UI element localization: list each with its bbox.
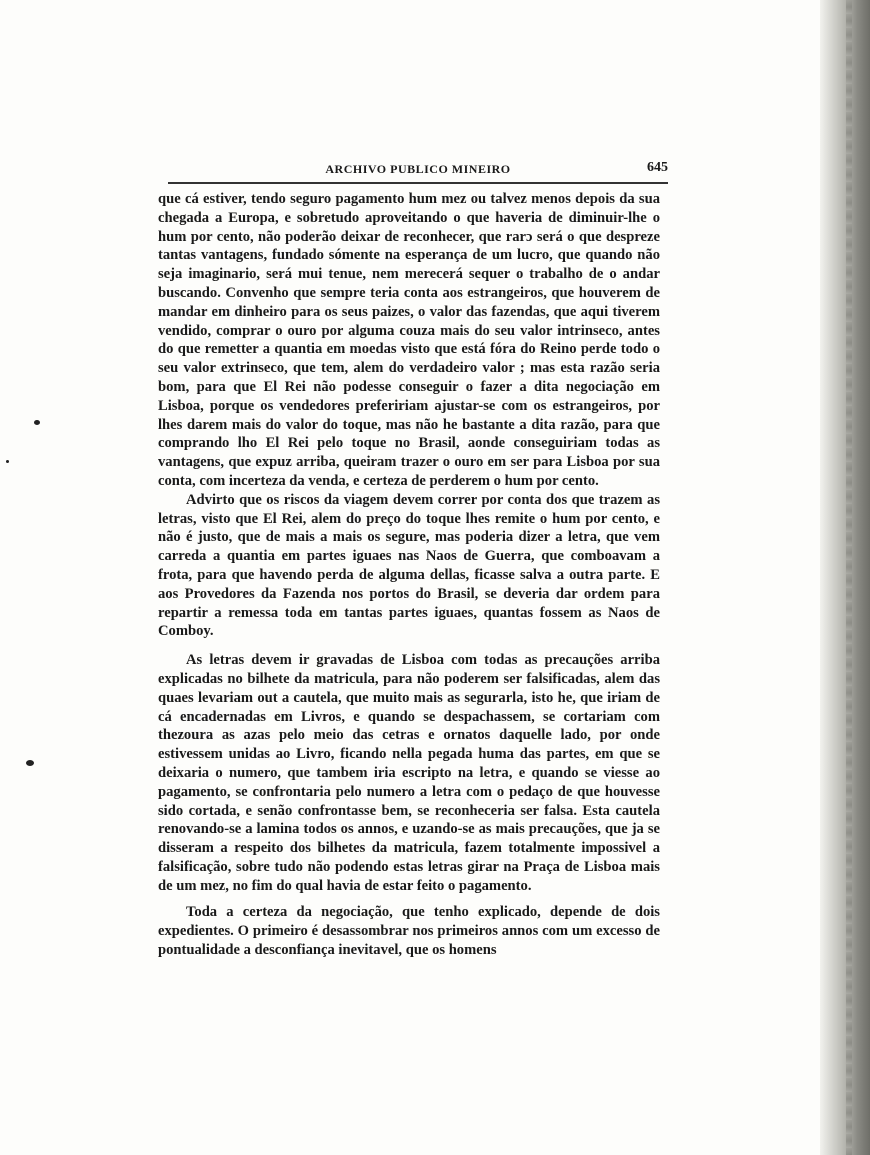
binding-stripe [846, 0, 852, 1155]
paragraph: que cá estiver, tendo seguro pagamento hum mez ou talvez menos depois da sua chegada a Europa, e sobretudo aproveitando o que haveria de diminuir-lhe o hum por cento, não poderão deixar de reconhecer, que rarɔ será o que despreze tantas vantagens, fundado sómente na esperança de um lucro, que quando não seja imaginario, será mui tenue, nem merecerá sequer o trabalho de o andar buscando. Convenho que sempre teria conta aos estrangeiros, que houverem de mandar em dinheiro para os seus paizes, o valor das fazendas, que aqui tiverem vendido, comprar o ouro por alguma couza mais do seu valor intrinseco, antes do que remetter a quantia em moedas visto que está fóra do Reino perde todo o seu valor extrinseco, que tem, alem do verdadeiro valor ; mas esta razão seria bom, para que El Rei não podesse conseguir o fazer a dita negociação em Lisboa, porque os vendedores prefeririam ajustar-se com os estrangeiros, por lhes darem mais do valor do toque, mas não he bastante a dita razão, para que comprando lho El Rei pelo toque no Brasil, aonde conseguiriam todas as vantagens, que expuz arriba, queiram trazer o ouro em ser para Lisboa por sua conta, com incerteza da venda, e certeza de perderem o hum por cento. [158, 191, 660, 489]
margin-mark [26, 760, 34, 766]
body-text [158, 190, 660, 960]
page-number: 645 [647, 160, 668, 175]
paragraph: As letras devem ir gravadas de Lisboa com todas as precauções arriba explicadas no bilhete da matricula, para não poderem ser falsificadas, alem das quaes levariam out a cautela, que muito mais as segurarla, isto he, que iriam de cá encadernadas em Livros, e quando se despachassem, se cortariam com thezoura as azas pelo meio das cetras e ornatos daquelle lado, por onde estivessem unidas ao Livro, ficando nella pegada huma das partes, em que se deixaria o numero, que tambem iria escripto na letra, e quando se viesse ao pagamento, se confrontaria pelo numero a letra com o pedaço de que houvesse sido cortada, e senão confrontasse bem, se reconheceria ser falsa. Esta cautela renovando-se a lamina todos os annos, e uzando-se as mais precauções, que ja se disseram a respeito dos bilhetes da matricula, fazem totalmente impossivel a falsificação, sobre tudo não podendo estas letras girar na Praça de Lisboa mais de um mez, no fim do qual havia de estar feito o pagamento. [158, 652, 660, 894]
running-title: ARCHIVO PUBLICO MINEIRO [325, 162, 511, 176]
paragraph: Advirto que os riscos da viagem devem correr por conta dos que trazem as letras, visto que El Rei, alem do preço do toque lhes remite o hum por cento, e não é justo, que de mais a mais os segure, mas poderia dizer a letra, que vem carreda a quantia em partes iguaes nas Naos de Guerra, que comboavam a frota, para que havendo perda de alguma dellas, ficasse salva a outra parte. E aos Provedores da Fazenda nos portos do Brasil, se deveria dar ordem para repartir a remessa toda em tantas partes iguaes, quantas fossem as Naos de Comboy. [158, 491, 660, 640]
paragraph: Toda a certeza da negociação, que tenho explicado, depende de dois expedientes. O primeiro é desassombrar nos primeiros annos com um excesso de pontualidade a desconfiança inevitavel, que os homens [158, 904, 660, 959]
running-header [168, 160, 668, 186]
header-rule [168, 182, 668, 184]
margin-mark [34, 420, 40, 425]
page-edge-shadow [820, 0, 870, 1155]
margin-mark [6, 460, 9, 463]
